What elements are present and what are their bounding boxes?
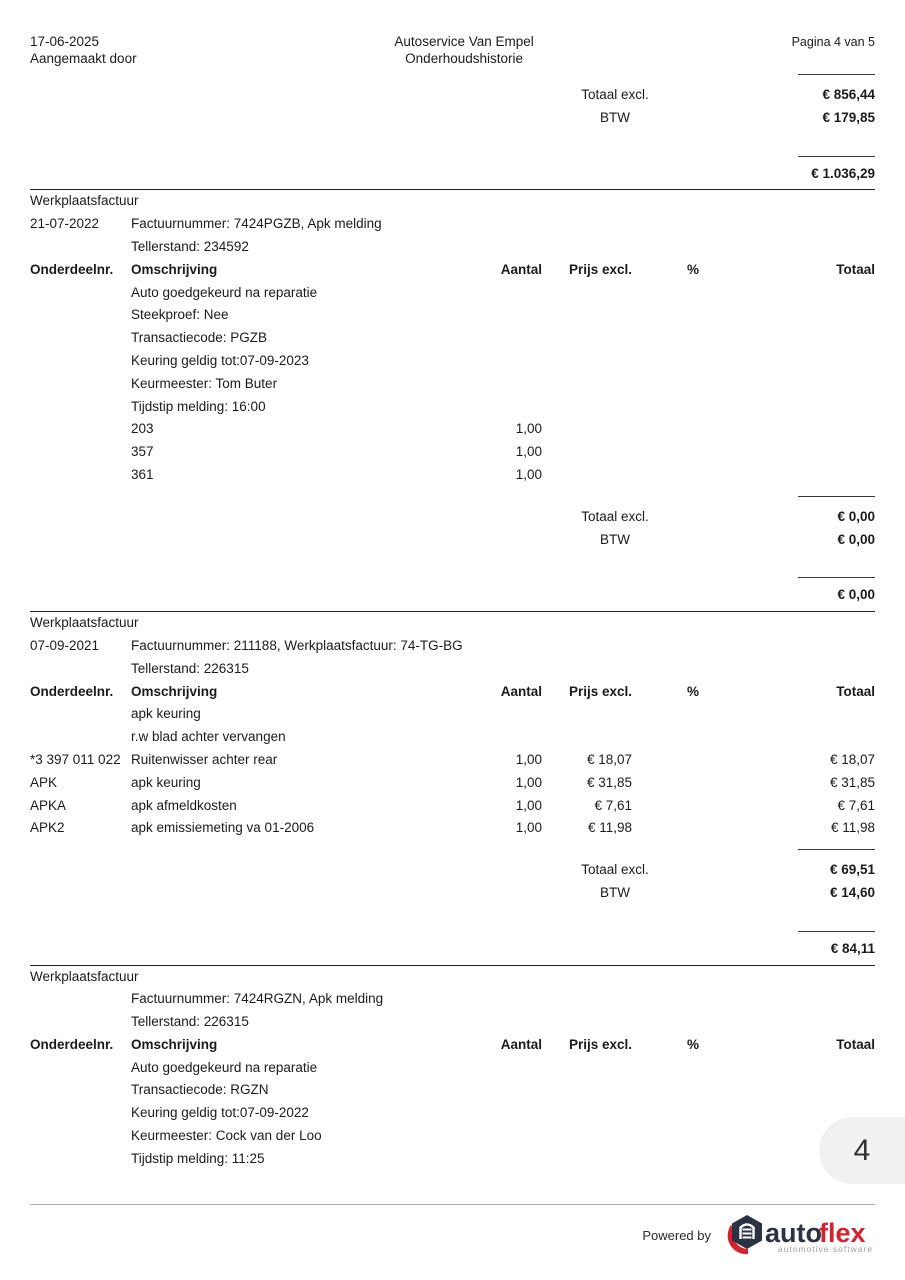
quantity-cell: 1,00 (515, 797, 542, 813)
totals-rows (30, 84, 875, 130)
column-header: Aantal (500, 261, 542, 277)
sections (30, 190, 875, 1170)
part-number-cell (30, 304, 131, 327)
percent-cell (632, 1102, 754, 1125)
part-number-cell (30, 418, 131, 441)
total-cell (754, 1079, 875, 1102)
table-row (30, 373, 875, 396)
percent-cell (632, 282, 754, 305)
total-cell (754, 373, 875, 396)
price-cell (542, 703, 632, 726)
price-cell (542, 418, 632, 441)
column-header: Totaal (836, 1036, 875, 1052)
percent-cell (632, 1148, 754, 1171)
percent-cell (632, 1079, 754, 1102)
description-cell: Steekproef: Nee (131, 307, 229, 323)
section-odometer: Tellerstand: 226315 (131, 660, 249, 676)
part-number-cell (30, 464, 131, 487)
quantity-cell (480, 282, 542, 305)
description-cell: Keurmeester: Tom Buter (131, 375, 278, 391)
total-cell: € 7,61 (837, 797, 875, 813)
price-cell (542, 373, 632, 396)
quantity-cell: 1,00 (515, 751, 542, 767)
description-cell: r.w blad achter vervangen (131, 729, 286, 745)
section-meta-2 (30, 1011, 875, 1034)
table-row (30, 703, 875, 726)
invoice-section (30, 190, 875, 612)
totals-label: BTW (600, 109, 630, 125)
price-cell (542, 304, 632, 327)
section-meta-2 (30, 658, 875, 681)
totals-value: € 14,60 (829, 884, 875, 900)
quantity-cell (480, 1102, 542, 1125)
table-row (30, 282, 875, 305)
description-cell: Transactiecode: PGZB (131, 330, 268, 346)
price-cell (542, 1079, 632, 1102)
description-cell: 203 (131, 421, 154, 437)
quantity-cell: 1,00 (515, 444, 542, 460)
table-body (30, 282, 875, 487)
section-totals-slot (30, 496, 875, 612)
percent-cell (632, 772, 754, 795)
section-date: 21-07-2022 (30, 216, 100, 232)
section-totals-slot (30, 849, 875, 965)
table-row (30, 464, 875, 487)
description-cell: apk afmeldkosten (131, 797, 237, 813)
table-row (30, 418, 875, 441)
column-header: % (686, 1036, 699, 1052)
column-header: Prijs excl. (568, 1036, 632, 1052)
price-cell: € 18,07 (586, 751, 632, 767)
column-header: % (686, 683, 699, 699)
total-cell (754, 350, 875, 373)
column-header: Totaal (836, 683, 875, 699)
quantity-cell: 1,00 (515, 466, 542, 482)
description-cell: Auto goedgekeurd na reparatie (131, 284, 318, 300)
table-row (30, 1079, 875, 1102)
totals-rule (798, 74, 875, 75)
totals-block (30, 74, 875, 185)
invoice-section (30, 966, 875, 1171)
column-header: % (686, 261, 699, 277)
part-number-cell (30, 1125, 131, 1148)
logo-tagline: automotive software (777, 1244, 873, 1254)
quantity-cell (480, 396, 542, 419)
column-header: Aantal (500, 683, 542, 699)
price-cell (542, 1148, 632, 1171)
percent-cell (632, 464, 754, 487)
section-meta-2 (30, 236, 875, 259)
totals-value: € 0,00 (837, 508, 875, 524)
invoice-section (30, 612, 875, 965)
grand-total-value: € 1.036,29 (811, 165, 875, 181)
section-info: Factuurnummer: 7424RGZN, Apk melding (131, 991, 384, 1007)
page-indicator: Pagina 4 van 5 (791, 35, 875, 49)
table-row (30, 726, 875, 749)
quantity-cell (480, 350, 542, 373)
header-center (394, 33, 533, 67)
table-header (30, 259, 875, 282)
totals-label: Totaal excl. (581, 508, 649, 524)
page-number-badge: 4 (819, 1117, 905, 1184)
part-number-cell (30, 282, 131, 305)
price-cell (542, 464, 632, 487)
price-cell (542, 396, 632, 419)
table-body (30, 1057, 875, 1171)
total-cell (754, 441, 875, 464)
section-odometer: Tellerstand: 234592 (131, 238, 249, 254)
company-name: Autoservice Van Empel (394, 34, 534, 49)
document-title: Onderhoudshistorie (405, 51, 523, 66)
total-cell (754, 304, 875, 327)
table-row (30, 304, 875, 327)
total-cell (754, 1057, 875, 1080)
totals-value: € 856,44 (822, 87, 875, 102)
totals-label: BTW (600, 531, 630, 547)
description-cell: Transactiecode: RGZN (131, 1082, 269, 1098)
quantity-cell (480, 1057, 542, 1080)
total-cell (754, 327, 875, 350)
table-header (30, 681, 875, 704)
totals-rule (798, 849, 875, 850)
table-row (30, 1148, 875, 1171)
created-by-label: Aangemaakt door (30, 51, 137, 66)
table-row (30, 772, 875, 795)
section-meta (30, 635, 875, 658)
grand-total-rule (798, 577, 875, 578)
percent-cell (632, 795, 754, 818)
table-row (30, 795, 875, 818)
section-odometer: Tellerstand: 226315 (131, 1014, 249, 1030)
description-cell: Keuring geldig tot:07-09-2022 (131, 1105, 309, 1121)
price-cell (542, 327, 632, 350)
quantity-cell (480, 703, 542, 726)
total-cell (754, 418, 875, 441)
percent-cell (632, 350, 754, 373)
total-cell: € 31,85 (829, 774, 875, 790)
totals-label: Totaal excl. (581, 862, 649, 878)
column-header: Omschrijving (131, 1036, 218, 1052)
part-number-cell: APK2 (30, 820, 65, 836)
part-number-cell: APKA (30, 797, 67, 813)
percent-cell (632, 1057, 754, 1080)
part-number-cell (30, 726, 131, 749)
section-date: 07-09-2021 (30, 637, 100, 653)
column-header: Omschrijving (131, 683, 218, 699)
totals-rule (798, 496, 875, 497)
column-header: Omschrijving (131, 261, 218, 277)
part-number-cell (30, 1079, 131, 1102)
document-header (30, 33, 875, 67)
footer (642, 1212, 875, 1259)
description-cell: apk keuring (131, 706, 201, 722)
grand-total-rule (798, 156, 875, 157)
part-number-cell (30, 703, 131, 726)
section-title: Werkplaatsfactuur (30, 968, 139, 984)
totals-value: € 0,00 (837, 531, 875, 547)
quantity-cell (480, 1148, 542, 1171)
table-row (30, 1057, 875, 1080)
total-cell: € 18,07 (829, 751, 875, 767)
totals-rows (30, 859, 875, 905)
totals-value: € 69,51 (829, 862, 875, 878)
description-cell: apk emissiemeting va 01-2006 (131, 820, 315, 836)
quantity-cell (480, 327, 542, 350)
part-number-cell: *3 397 011 022 (30, 751, 121, 767)
column-header: Onderdeelnr. (30, 261, 114, 277)
grand-total-rule (798, 931, 875, 932)
description-cell: 361 (131, 466, 154, 482)
description-cell: Tijdstip melding: 16:00 (131, 398, 266, 414)
totals-label: BTW (600, 884, 630, 900)
price-cell (542, 726, 632, 749)
quantity-cell (480, 726, 542, 749)
description-cell: Keurmeester: Cock van der Loo (131, 1128, 322, 1144)
top-totals-slot (30, 74, 875, 190)
description-cell: Keuring geldig tot:07-09-2023 (131, 352, 309, 368)
table-row (30, 441, 875, 464)
column-header: Totaal (836, 261, 875, 277)
quantity-cell (480, 304, 542, 327)
footer-divider (30, 1204, 875, 1205)
autoflex-logo (725, 1212, 875, 1259)
section-title: Werkplaatsfactuur (30, 615, 139, 631)
totals-rows (30, 506, 875, 552)
totals-row (30, 506, 875, 529)
column-header: Prijs excl. (568, 261, 632, 277)
section-meta (30, 988, 875, 1011)
description-cell: 357 (131, 444, 154, 460)
percent-cell (632, 749, 754, 772)
section-date (30, 988, 131, 1011)
price-cell (542, 1057, 632, 1080)
quantity-cell (480, 1079, 542, 1102)
total-cell (754, 726, 875, 749)
price-cell: € 11,98 (587, 820, 632, 836)
total-cell: € 11,98 (830, 820, 875, 836)
column-header: Prijs excl. (568, 683, 632, 699)
percent-cell (632, 1125, 754, 1148)
total-cell (754, 703, 875, 726)
part-number-cell (30, 396, 131, 419)
column-header: Onderdeelnr. (30, 1036, 114, 1052)
percent-cell (632, 327, 754, 350)
grand-total-value: € 84,11 (830, 940, 875, 956)
table-row (30, 749, 875, 772)
powered-by-label: Powered by (642, 1228, 711, 1243)
percent-cell (632, 304, 754, 327)
part-number-cell (30, 1057, 131, 1080)
total-cell (754, 282, 875, 305)
totals-value: € 179,85 (822, 109, 875, 125)
table-row (30, 1125, 875, 1148)
section-info: Factuurnummer: 211188, Werkplaatsfactuur: 74-TG-BG (131, 637, 463, 653)
quantity-cell (480, 373, 542, 396)
part-number-cell (30, 373, 131, 396)
table-header (30, 1034, 875, 1057)
description-cell: Auto goedgekeurd na reparatie (131, 1059, 318, 1075)
totals-label: Totaal excl. (581, 87, 649, 102)
part-number-cell: APK (30, 774, 58, 790)
percent-cell (632, 441, 754, 464)
totals-row (30, 84, 875, 107)
part-number-cell (30, 1102, 131, 1125)
quantity-cell: 1,00 (515, 820, 542, 836)
totals-row (30, 529, 875, 552)
quantity-cell: 1,00 (515, 421, 542, 437)
price-cell (542, 350, 632, 373)
grand-total-value: € 0,00 (837, 587, 875, 603)
price-cell (542, 441, 632, 464)
section-title: Werkplaatsfactuur (30, 193, 139, 209)
description-cell: Ruitenwisser achter rear (131, 751, 278, 767)
totals-block (30, 496, 875, 607)
table-row (30, 817, 875, 840)
price-cell: € 31,85 (586, 774, 632, 790)
percent-cell (632, 396, 754, 419)
price-cell (542, 1125, 632, 1148)
quantity-cell (480, 1125, 542, 1148)
percent-cell (632, 703, 754, 726)
column-header: Onderdeelnr. (30, 683, 114, 699)
totals-row (30, 107, 875, 130)
table-body (30, 703, 875, 840)
table-row (30, 350, 875, 373)
column-header: Aantal (500, 1036, 542, 1052)
description-cell: Tijdstip melding: 11:25 (131, 1150, 265, 1166)
price-cell: € 7,61 (594, 797, 632, 813)
totals-row (30, 882, 875, 905)
totals-block (30, 849, 875, 960)
part-number-cell (30, 441, 131, 464)
autoflex-logo-icon (725, 1212, 875, 1256)
totals-row (30, 859, 875, 882)
price-cell (542, 282, 632, 305)
percent-cell (632, 418, 754, 441)
part-number-cell (30, 350, 131, 373)
report-date: 17-06-2025 (30, 34, 100, 49)
logo-text-auto: auto (765, 1218, 822, 1248)
header-left (30, 33, 137, 67)
logo-text-flex: flex (819, 1218, 866, 1248)
table-row (30, 327, 875, 350)
table-row (30, 1102, 875, 1125)
percent-cell (632, 373, 754, 396)
part-number-cell (30, 327, 131, 350)
total-cell (754, 396, 875, 419)
section-info: Factuurnummer: 7424PGZB, Apk melding (131, 216, 382, 232)
total-cell (754, 464, 875, 487)
description-cell: apk keuring (131, 774, 201, 790)
quantity-cell: 1,00 (515, 774, 542, 790)
price-cell (542, 1102, 632, 1125)
table-row (30, 396, 875, 419)
part-number-cell (30, 1148, 131, 1171)
section-meta (30, 213, 875, 236)
percent-cell (632, 817, 754, 840)
percent-cell (632, 726, 754, 749)
